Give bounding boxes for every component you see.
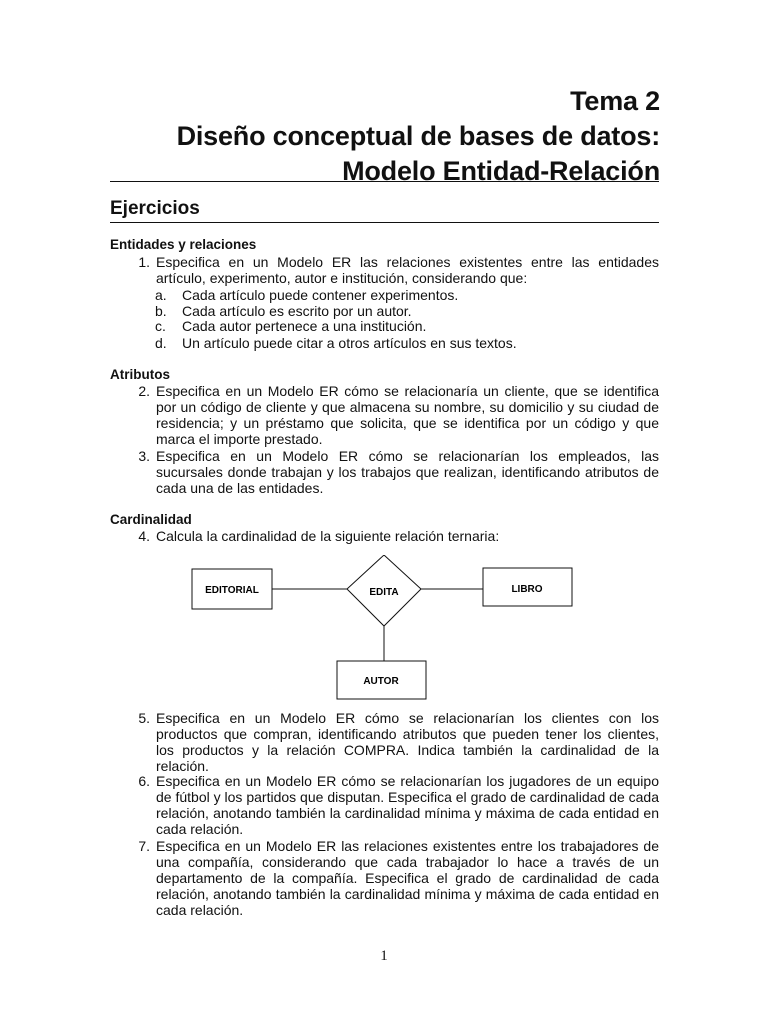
entity-libro-label: LIBRO <box>511 584 543 595</box>
exercise-3 <box>130 448 659 496</box>
exercise-number: 1. <box>138 254 150 270</box>
exercise-text: Especifica en un Modelo ER cómo se relacionaría un cliente, que se identifica por un código de cliente y que almacena su nombre, su domicilio y su ciudad de residencia; y un préstamo que solicita, que se identifica por un código y que marca el importe prestado. <box>156 383 659 447</box>
section-title-atributos: Atributos <box>110 367 170 382</box>
title-line-1: Tema 2 <box>570 86 660 116</box>
exercise-6 <box>130 773 659 837</box>
exercise-text: Especifica en un Modelo ER las relaciones existentes entre las entidades artículo, experimento, autor e institución, considerando que: <box>156 254 659 286</box>
exercise-7 <box>130 838 659 918</box>
exercise-1 <box>130 254 659 286</box>
exercise-5 <box>130 710 659 774</box>
exercise-number: 3. <box>138 448 150 464</box>
title-line-2: Diseño conceptual de bases de datos: <box>176 121 660 151</box>
exercise-number: 5. <box>138 710 150 726</box>
exercise-text: Especifica en un Modelo ER cómo se relacionarían los jugadores de un equipo de fútbol y los partidos que disputan. Especifica el grado de cardinalidad de cada relación, anotando también la cardinalidad mínima y máxima de cada entidad en cada relación. <box>156 773 659 837</box>
subitem-text: Cada artículo es escrito por un autor. <box>182 303 412 319</box>
title-divider <box>110 181 659 182</box>
subitem-text: Cada autor pertenece a una institución. <box>182 318 427 334</box>
exercise-2 <box>130 383 659 447</box>
subitem-d <box>155 335 659 351</box>
subitem-c <box>155 318 659 334</box>
exercise-number: 6. <box>138 773 150 789</box>
exercise-text: Especifica en un Modelo ER las relaciones existentes entre los trabajadores de una compañía, considerando que cada trabajador lo hace a través de un departamento de la compañía. Especifica el grado de cardinalidad de cada relación, anotando también la cardinalidad mínima y máxima de cada entidad en cada relación. <box>156 838 659 918</box>
entity-editorial-label: EDITORIAL <box>205 585 259 596</box>
exercise-number: 7. <box>138 838 150 854</box>
exercise-number: 4. <box>138 528 150 544</box>
exercise-4 <box>130 528 659 544</box>
subitem-letter: b. <box>155 303 167 319</box>
page-number: 1 <box>380 948 388 964</box>
exercise-number: 2. <box>138 383 150 399</box>
exercise-text: Especifica en un Modelo ER cómo se relacionarían los empleados, las sucursales donde trabajan y los trabajos que realizan, identificando atributos de cada una de las entidades. <box>156 448 659 496</box>
title-block <box>177 84 660 189</box>
heading-divider <box>110 222 659 223</box>
title-line-3: Modelo Entidad-Relación <box>342 156 660 186</box>
section-heading: Ejercicios <box>110 198 200 219</box>
subitem-text: Un artículo puede citar a otros artículos en sus textos. <box>182 335 517 351</box>
relationship-edita-label: EDITA <box>369 587 399 598</box>
exercise-text: Calcula la cardinalidad de la siguiente relación ternaria: <box>156 528 500 544</box>
subitem-b <box>155 303 659 319</box>
section-title-entidades: Entidades y relaciones <box>110 237 257 252</box>
subitem-letter: c. <box>155 318 166 334</box>
subitem-text: Cada artículo puede contener experimentos. <box>182 287 459 303</box>
subitem-letter: d. <box>155 335 167 351</box>
er-diagram <box>180 555 580 705</box>
section-title-cardinalidad: Cardinalidad <box>110 512 192 527</box>
subitem-letter: a. <box>155 287 167 303</box>
entity-autor-label: AUTOR <box>363 676 399 687</box>
subitem-a <box>155 287 659 303</box>
exercise-text: Especifica en un Modelo ER cómo se relacionarían los clientes con los productos que compran, identificando atributos que pueden tener los clientes, los productos y la relación COMPRA. Indica también la cardinalidad de la relación. <box>156 710 659 774</box>
